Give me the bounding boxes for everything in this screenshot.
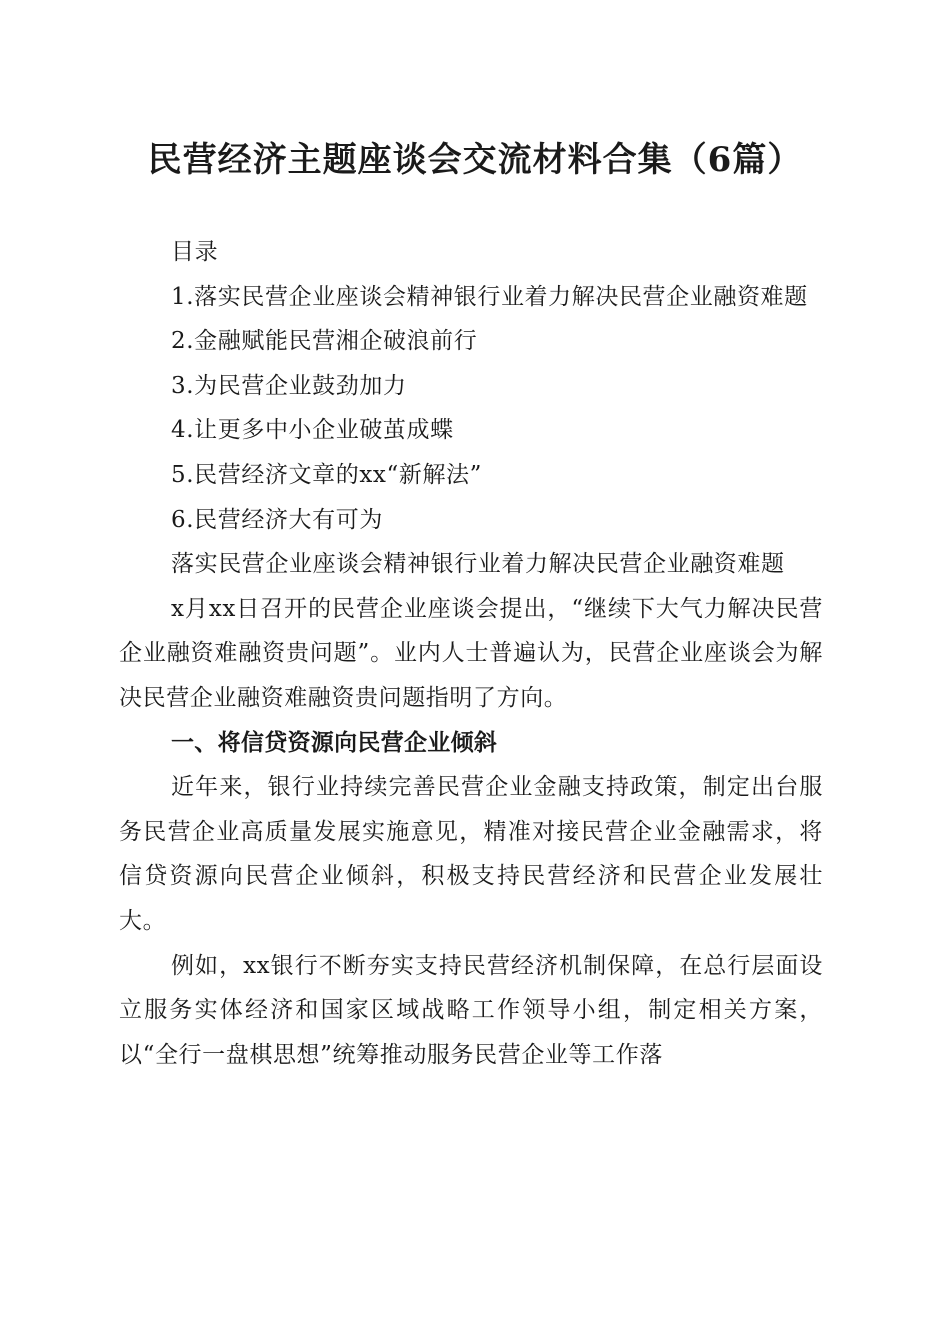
article-title: 落实民营企业座谈会精神银行业着力解决民营企业融资难题 [171,551,785,578]
toc-item-4: 4.让更多中小企业破茧成蝶 [171,417,454,444]
toc-label: 目录 [171,239,219,265]
section-heading: 一、将信贷资源向民营企业倾斜 [171,729,498,756]
toc-item-6: 6.民营经济大有可为 [171,506,383,533]
toc-item-5: 5.民营经济文章的xx“新解法” [171,461,483,488]
document-title: 民营经济主题座谈会交流材料合集（6篇） [147,140,803,180]
toc-item-2: 2.金融赋能民营湘企破浪前行 [171,328,478,355]
body-paragraph: 例如，xx银行不断夯实支持民营经济机制保障，在总行层面设立服务实体经济和国家区域战略工作领导小组，制定相关方案，以“全行一盘棋思想”统筹推动服务民营企业等工作落 [119,952,823,1068]
body-paragraph: 近年来，银行业持续完善民营企业金融支持政策，制定出台服务民营企业高质量发展实施意见，精准对接民营企业金融需求，将信贷资源向民营企业倾斜，积极支持民营经济和民营企业发展壮大。 [119,774,823,934]
article-intro-paragraph: x月xx日召开的民营企业座谈会提出，“继续下大气力解决民营企业融资难融资贵问题”。业内人士普遍认为，民营企业座谈会为解决民营企业融资难融资贵问题指明了方向。 [119,595,823,711]
toc-item-1: 1.落实民营企业座谈会精神银行业着力解决民营企业融资难题 [171,283,808,310]
document-body [119,230,823,1077]
toc-item-3: 3.为民营企业鼓劲加力 [171,372,407,399]
